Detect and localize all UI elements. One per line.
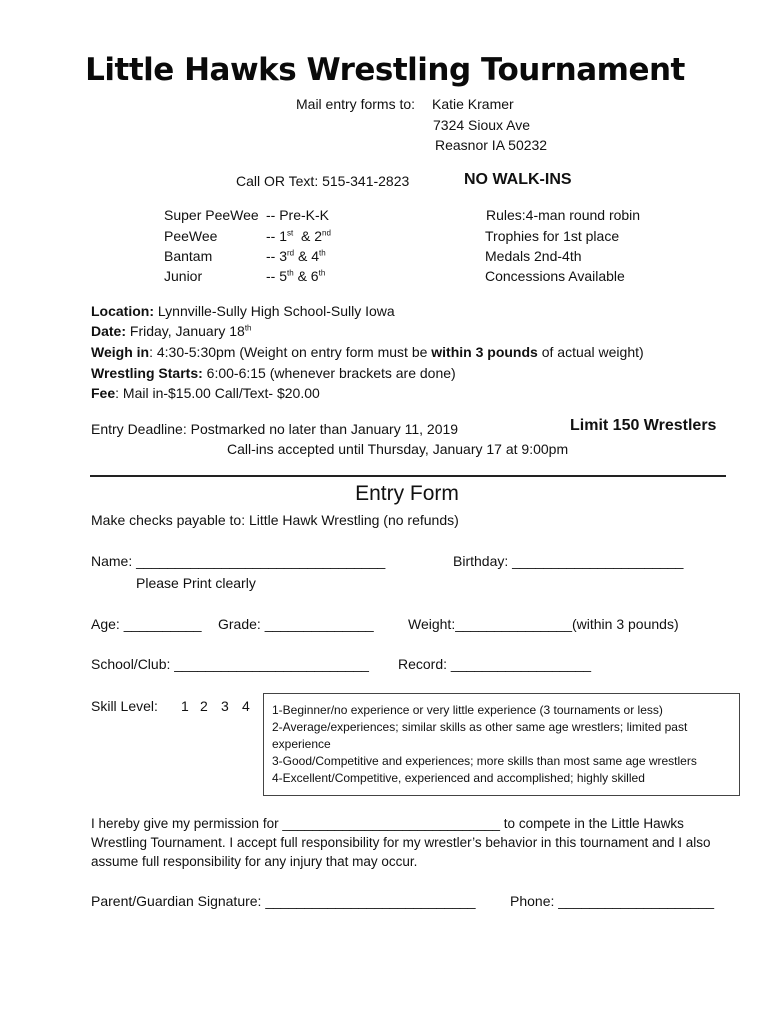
print-clearly-note: Please Print clearly (136, 575, 256, 591)
division-name: Super PeeWee (164, 207, 259, 223)
division-range: -- 5th & 6th (266, 268, 326, 284)
division-name: Bantam (164, 248, 213, 264)
skill-desc-2: 2-Average/experiences; similar skills as other same age wrestlers; limited past experience (272, 720, 688, 751)
location-line: Location: Lynnville-Sully High School-Sully Iowa (91, 303, 395, 319)
mail-street: 7324 Sioux Ave (433, 117, 531, 133)
weight-field[interactable]: Weight:_______________(within 3 pounds) (408, 616, 679, 632)
skill-desc-3: 3-Good/Competitive and experiences; more skills than most same age wrestlers (272, 754, 697, 768)
skill-level-label: Skill Level: (91, 698, 158, 714)
school-club-field[interactable]: School/Club: _________________________ (91, 656, 369, 672)
name-field[interactable]: Name: ________________________________ (91, 553, 386, 569)
skill-option-4[interactable]: 4 (242, 698, 250, 714)
signature-field[interactable]: Parent/Guardian Signature: ___________________________ (91, 893, 476, 909)
grade-field[interactable]: Grade: ______________ (218, 616, 374, 632)
info-item: Rules:4-man round robin (486, 207, 641, 223)
skill-level-descriptions (263, 693, 740, 796)
callins-note: Call-ins accepted until Thursday, January 17 at 9:00pm (227, 441, 569, 457)
birthday-field[interactable]: Birthday: ______________________ (453, 553, 684, 569)
checks-payable: Make checks payable to: Little Hawk Wrestling (no refunds) (91, 512, 459, 528)
skill-option-3[interactable]: 3 (221, 698, 229, 714)
skill-option-2[interactable]: 2 (200, 698, 208, 714)
division-range: -- Pre-K-K (266, 207, 329, 223)
wrestling-starts-line: Wrestling Starts: 6:00-6:15 (whenever brackets are done) (91, 365, 456, 381)
division-range: -- 1st & 2nd (266, 228, 331, 244)
mail-label: Mail entry forms to: (296, 96, 416, 112)
no-walkins-notice: NO WALK-INS (464, 171, 572, 188)
section-divider (90, 475, 726, 477)
mail-city: Reasnor IA 50232 (435, 137, 548, 153)
info-item: Concessions Available (485, 268, 625, 284)
entry-deadline: Entry Deadline: Postmarked no later than January 11, 2019 (91, 421, 459, 437)
age-field[interactable]: Age: __________ (91, 616, 202, 632)
fee-line: Fee: Mail in-$15.00 Call/Text- $20.00 (91, 385, 320, 401)
division-range: -- 3rd & 4th (266, 248, 326, 264)
page-title: Little Hawks Wrestling Tournament (85, 52, 685, 88)
entry-form-title: Entry Form (355, 482, 459, 505)
info-item: Medals 2nd-4th (485, 248, 582, 264)
info-item: Trophies for 1st place (485, 228, 620, 244)
mail-name: Katie Kramer (432, 96, 514, 112)
division-name: PeeWee (164, 228, 218, 244)
permission-statement: I hereby give my permission for _____________________________ to compete in the Little Hawks Wrestling Tournament. I accept full responsibility for my wrestler’s behavior in this tournament and I also assume full responsibility for any injury that may occur. (91, 816, 711, 869)
division-name: Junior (164, 268, 203, 284)
call-text: Call OR Text: 515-341-2823 (236, 173, 410, 189)
record-field[interactable]: Record: __________________ (398, 656, 592, 672)
wrestler-limit: Limit 150 Wrestlers (570, 417, 717, 434)
weigh-in-line: Weigh in: 4:30-5:30pm (Weight on entry form must be within 3 pounds of actual weight) (91, 344, 644, 360)
skill-option-1[interactable]: 1 (181, 698, 189, 714)
phone-field[interactable]: Phone: ____________________ (510, 893, 714, 909)
skill-desc-1: 1-Beginner/no experience or very little experience (3 tournaments or less) (272, 703, 663, 717)
skill-desc-4: 4-Excellent/Competitive, experienced and accomplished; highly skilled (272, 771, 645, 785)
date-line: Date: Friday, January 18th (91, 323, 252, 339)
